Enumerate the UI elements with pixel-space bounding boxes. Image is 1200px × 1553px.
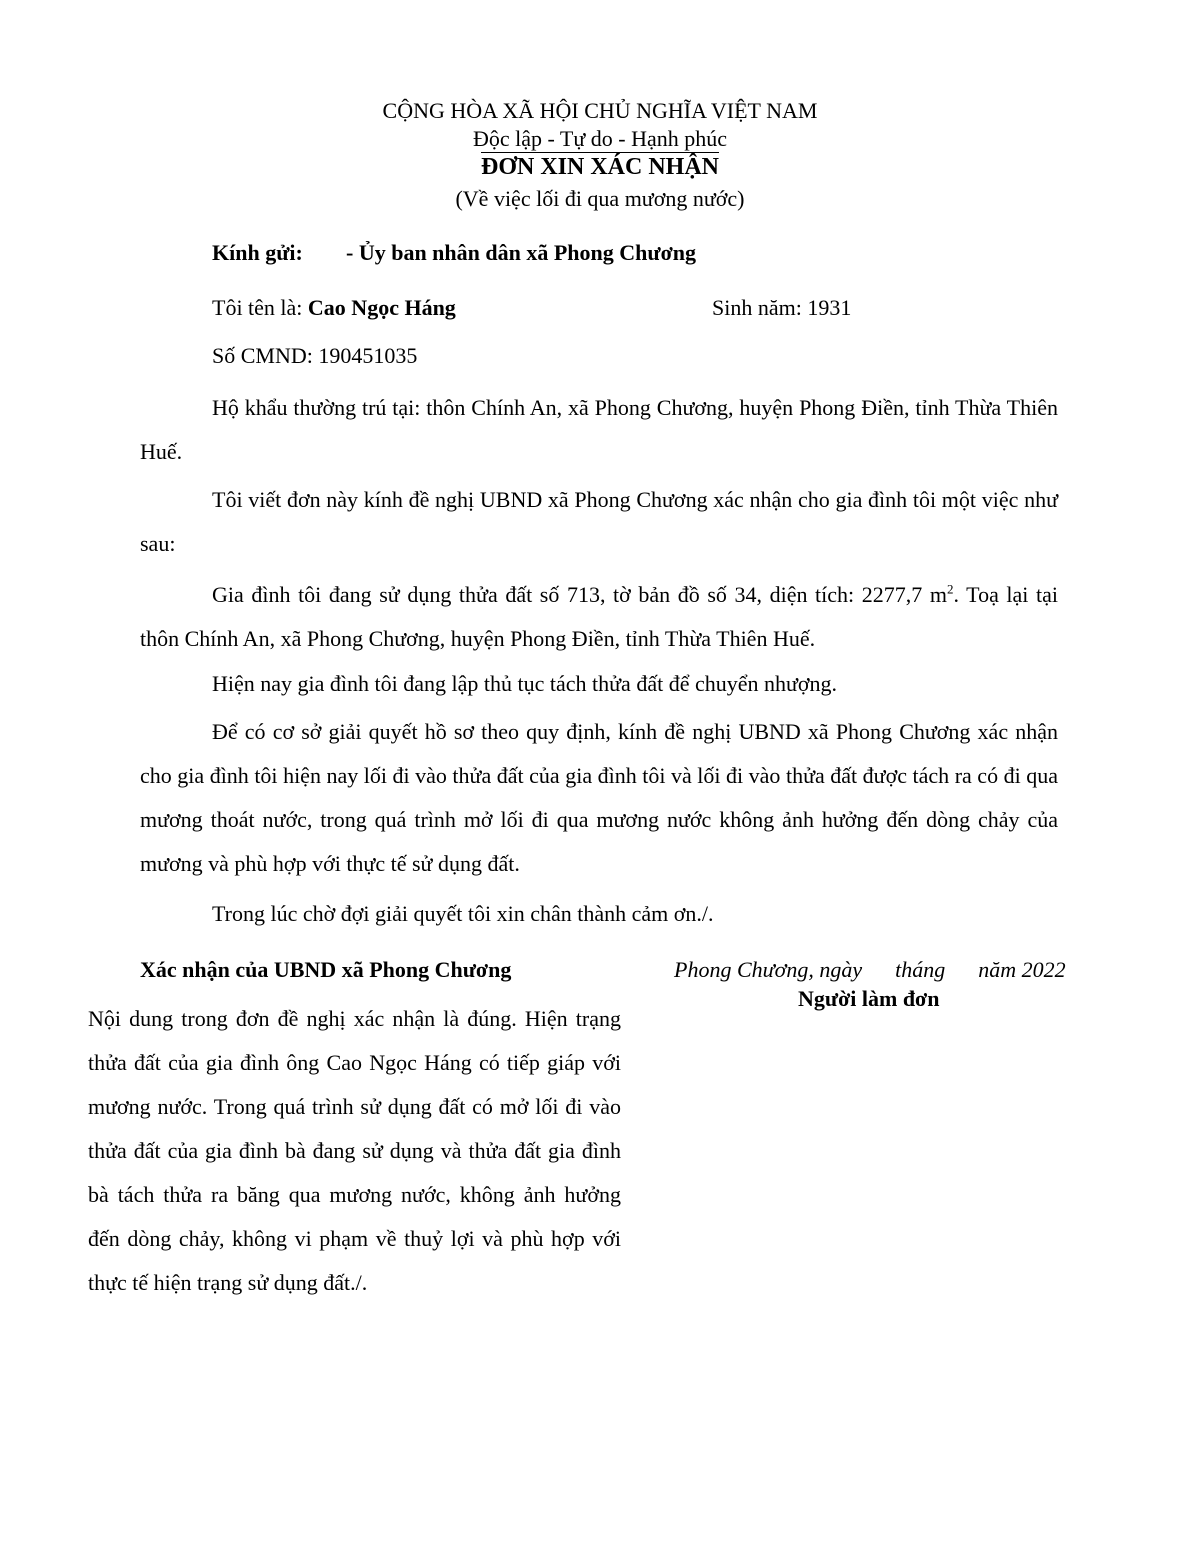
id-label: Số CMND: [212, 343, 313, 368]
nation-heading: CỘNG HÒA XÃ HỘI CHỦ NGHĨA VIỆT NAM [382, 98, 818, 123]
document-title-wrap [0, 152, 1200, 181]
name-label: Tôi tên là: [212, 295, 303, 320]
name-line [212, 295, 456, 321]
request-paragraph [140, 478, 1058, 566]
land-text: Gia đình tôi đang sử dụng thửa đất số 713, tờ bản đồ số 34, diện tích: 2277,7 m [212, 582, 947, 607]
birth-label: Sinh năm: [712, 295, 802, 320]
thanks-paragraph [140, 892, 1058, 936]
motto: Độc lập - Tự do - Hạnh phúc [472, 126, 728, 151]
confirmation-heading: Xác nhận của UBND xã Phong Chương [140, 957, 512, 982]
land-text-end: . Toạ lại tại thôn Chính An, xã Phong Chương, huyện Phong Điền, tỉnh Thừa Thiên Huế. [140, 582, 1059, 651]
thanks-text: Trong lúc chờ đợi giải quyết tôi xin chân thành cảm ơn./. [212, 901, 714, 926]
confirmation-text: Nội dung trong đơn đề nghị xác nhận là đúng. Hiện trạng thửa đất của gia đình ông Cao Ngọc Háng có tiếp giáp với mương nước. Trong quá trình sử dụng đất có mở lối đi vào thửa đất của gia đình bà đang sử dụng và thửa đất gia đình bà tách thửa ra băng qua mương nước, không ảnh hưởng đến dòng chảy, không vi phạm về thuỷ lợi và phù hợp với thực tế hiện trạng sử dụng đất./. [88, 1006, 621, 1295]
addressee-label: Kính gửi: [212, 240, 303, 265]
id-number: 190451035 [318, 343, 418, 368]
area-superscript: 2 [946, 581, 954, 597]
place-date: Phong Chương, ngày tháng năm 2022 [674, 957, 1066, 982]
document-title: ĐƠN XIN XÁC NHẬN [481, 154, 719, 180]
residence-paragraph [140, 386, 1058, 474]
id-line [212, 343, 417, 369]
signer-label: Người làm đơn [798, 986, 940, 1011]
addressee-recipient: - Ủy ban nhân dân xã Phong Chương [346, 240, 697, 265]
request-text: Tôi viết đơn này kính đề nghị UBND xã Phong Chương xác nhận cho gia đình tôi một việc như sau: [140, 487, 1058, 556]
land-paragraph [140, 573, 1058, 661]
basis-text: Để có cơ sở giải quyết hồ sơ theo quy định, kính đề nghị UBND xã Phong Chương xác nhận cho gia đình tôi hiện nay lối đi vào thửa đất của gia đình tôi và lối đi vào thửa đất được tách ra có đi qua mương thoát nước, trong quá trình mở lối đi qua mương nước không ảnh hưởng đến dòng chảy của mương và phù hợp với thực tế sử dụng đất. [140, 719, 1058, 876]
procedure-text: Hiện nay gia đình tôi đang lập thủ tục tách thửa đất để chuyển nhượng. [212, 671, 838, 696]
birth-year: 1931 [807, 295, 852, 320]
document-subtitle: (Về việc lối đi qua mương nước) [455, 186, 745, 211]
basis-paragraph [140, 710, 1058, 886]
applicant-name: Cao Ngọc Háng [307, 295, 456, 320]
procedure-paragraph [140, 662, 1058, 706]
residence-text: Hộ khẩu thường trú tại: thôn Chính An, xã Phong Chương, huyện Phong Điền, tỉnh Thừa Thiên Huế. [140, 395, 1058, 464]
birth-line [712, 295, 851, 321]
